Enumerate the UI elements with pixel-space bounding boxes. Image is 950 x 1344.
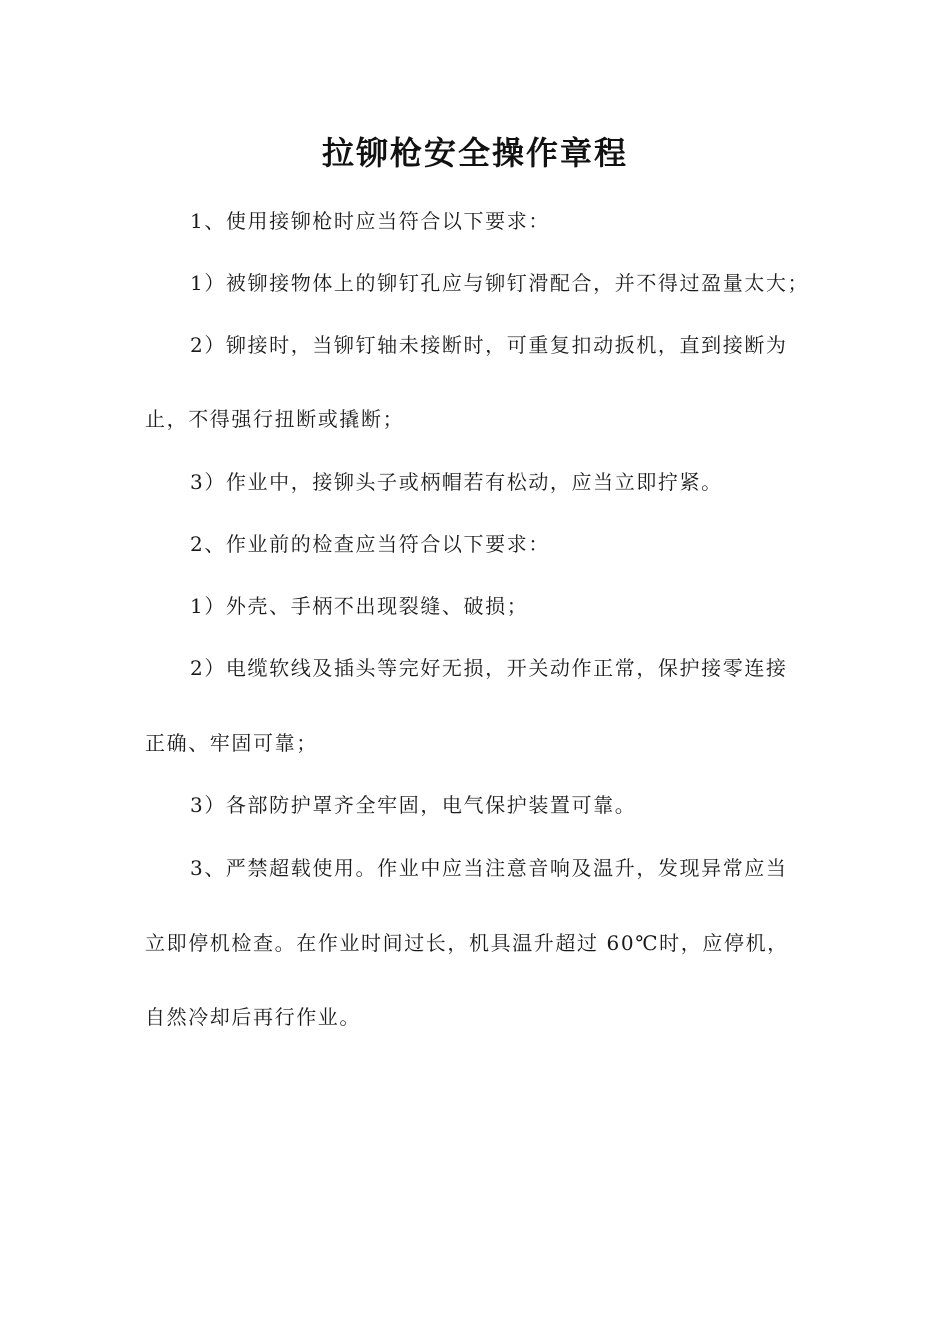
paragraph-line: 立即停机检查。在作业时间过长，机具温升超过 60℃时，应停机， [145, 931, 789, 955]
paragraph-line: 自然冷却后再行作业。 [145, 1005, 361, 1029]
paragraph-line: 2、作业前的检查应当符合以下要求： [190, 532, 550, 556]
paragraph-line: 正确、牢固可靠； [145, 731, 318, 755]
paragraph-line: 1）被铆接物体上的铆钉孔应与铆钉滑配合，并不得过盈量太大； [190, 271, 810, 295]
paragraph-line: 3）作业中，接铆头子或柄帽若有松动，应当立即拧紧。 [190, 470, 723, 494]
document-title: 拉铆枪安全操作章程 [321, 134, 628, 172]
paragraph-line: 2）铆接时，当铆钉轴未接断时，可重复扣动扳机，直到接断为 [190, 333, 788, 357]
paragraph-line: 止，不得强行扭断或撬断； [145, 407, 405, 431]
paragraph-line: 1）外壳、手柄不出现裂缝、破损； [190, 594, 529, 618]
paragraph-line: 1、使用接铆枪时应当符合以下要求： [190, 209, 550, 233]
paragraph-line: 2）电缆软线及插头等完好无损，开关动作正常，保护接零连接 [190, 656, 788, 680]
paragraph-line: 3、严禁超载使用。作业中应当注意音响及温升，发现异常应当 [190, 856, 788, 880]
paragraph-line: 3）各部防护罩齐全牢固，电气保护装置可靠。 [190, 793, 637, 817]
